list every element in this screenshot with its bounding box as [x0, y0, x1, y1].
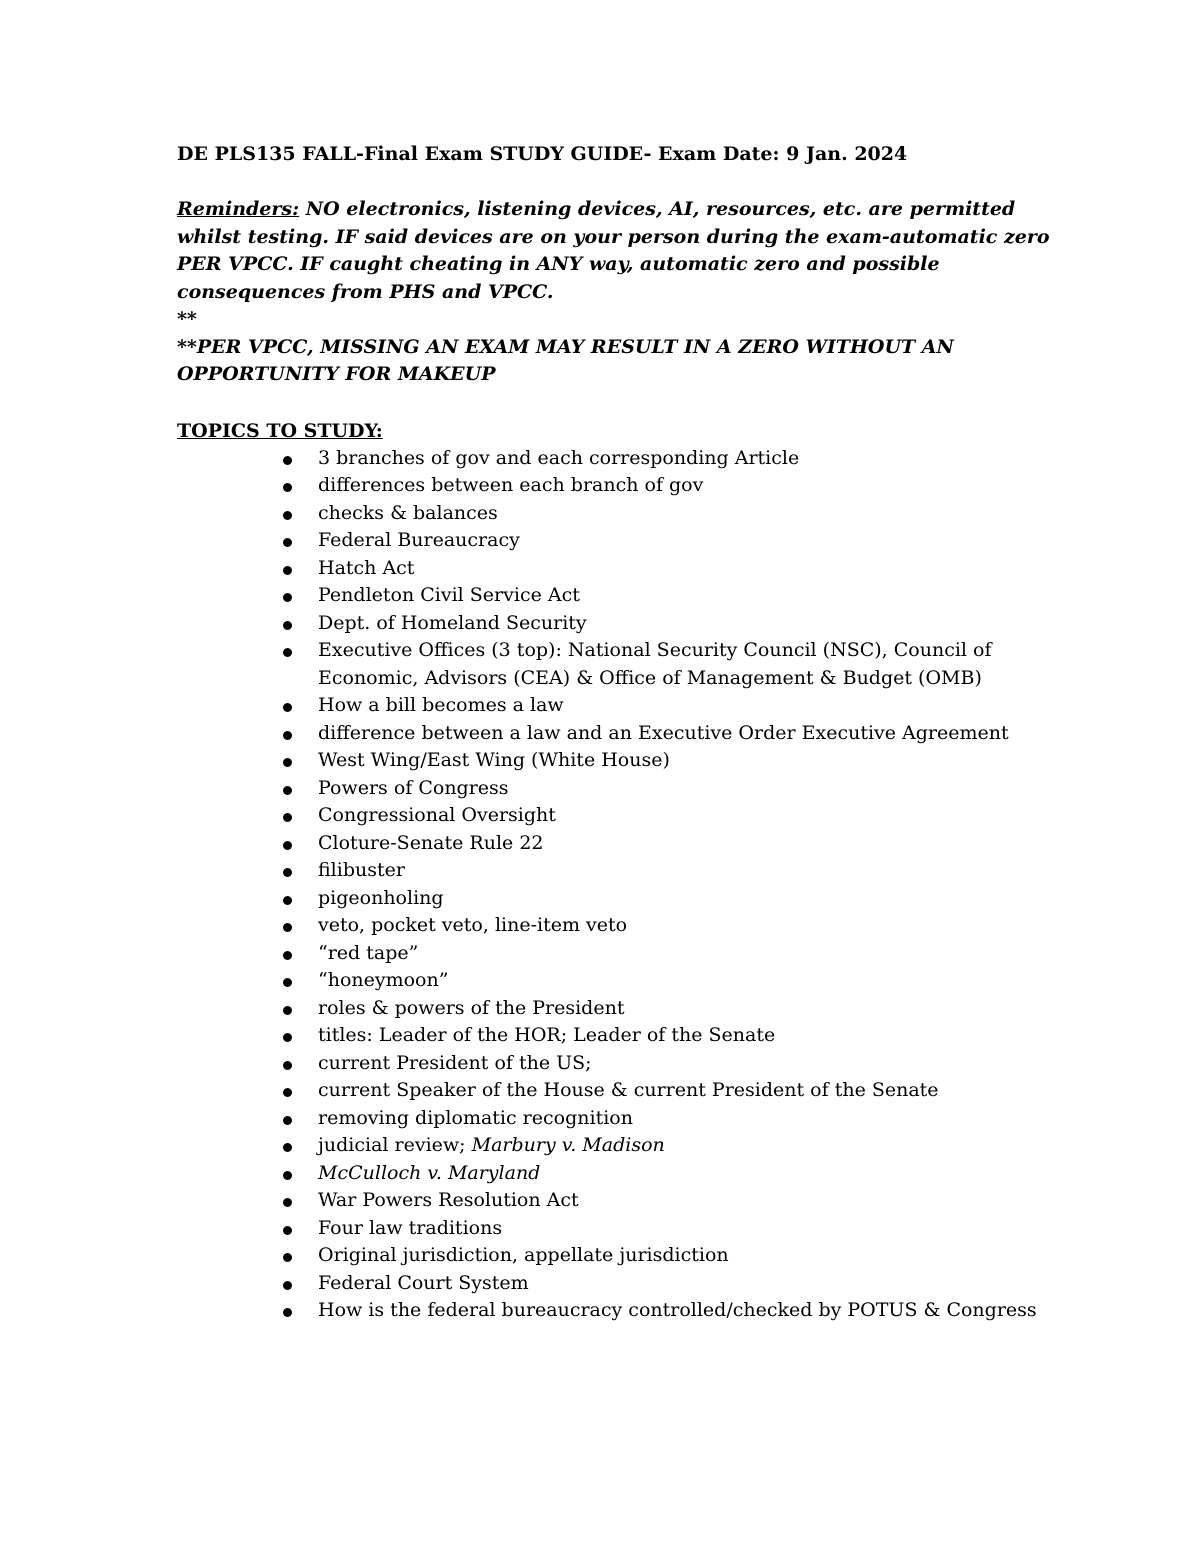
- bullet-icon: [283, 1171, 292, 1180]
- topic-item: removing diplomatic recognition: [318, 1105, 1057, 1133]
- topic-item: McCulloch v. Maryland: [318, 1160, 1057, 1188]
- bullet-icon: [283, 1308, 292, 1317]
- bullet-icon: [283, 621, 292, 630]
- topic-item: 3 branches of gov and each corresponding Article: [318, 445, 1057, 473]
- bullet-icon: [283, 978, 292, 987]
- topic-item: Federal Court System: [318, 1270, 1057, 1298]
- bullet-icon: [283, 841, 292, 850]
- topic-item: current President of the US;: [318, 1050, 1057, 1078]
- bullet-icon: [283, 566, 292, 575]
- bullet-icon: [283, 1226, 292, 1235]
- bullet-icon: [283, 868, 292, 877]
- topic-item: Original jurisdiction, appellate jurisdiction: [318, 1242, 1057, 1270]
- bullet-icon: [283, 1061, 292, 1070]
- topic-item: current Speaker of the House & current President of the Senate: [318, 1077, 1057, 1105]
- bullet-icon: [283, 1116, 292, 1125]
- bullet-icon: [283, 511, 292, 520]
- topic-item: Powers of Congress: [318, 775, 1057, 803]
- topic-item: Executive Offices (3 top): National Security Council (NSC), Council of Economic, Advisors (CEA) & Office of Management & Budget (OMB): [318, 637, 1057, 692]
- topics-list: [177, 445, 1057, 1325]
- reminders-label: Reminders:: [177, 198, 300, 220]
- topics-heading: TOPICS TO STUDY:: [177, 419, 383, 442]
- bullet-icon: [283, 1143, 292, 1152]
- bullet-icon: [283, 1033, 292, 1042]
- bullet-icon: [283, 1253, 292, 1262]
- bullet-icon: [283, 1088, 292, 1097]
- topic-item: checks & balances: [318, 500, 1057, 528]
- bullet-icon: [283, 951, 292, 960]
- topic-item: Hatch Act: [318, 555, 1057, 583]
- bullet-icon: [283, 593, 292, 602]
- topic-item: pigeonholing: [318, 885, 1057, 913]
- bullet-icon: [283, 731, 292, 740]
- topic-item: Dept. of Homeland Security: [318, 610, 1057, 638]
- topic-item: Pendleton Civil Service Act: [318, 582, 1057, 610]
- bullet-icon: [283, 703, 292, 712]
- missing-exam-notice: **PER VPCC, MISSING AN EXAM MAY RESULT IN A ZERO WITHOUT AN OPPORTUNITY FOR MAKEUP: [177, 335, 954, 385]
- topic-item: West Wing/East Wing (White House): [318, 747, 1057, 775]
- topic-item: How a bill becomes a law: [318, 692, 1057, 720]
- reminders-paragraph: [177, 196, 1057, 306]
- bullet-icon: [283, 786, 292, 795]
- topic-item: veto, pocket veto, line-item veto: [318, 912, 1057, 940]
- topic-item: titles: Leader of the HOR; Leader of the Senate: [318, 1022, 1057, 1050]
- bullet-icon: [283, 896, 292, 905]
- document-title: DE PLS135 FALL-Final Exam STUDY GUIDE- Exam Date: 9 Jan. 2024: [177, 143, 908, 165]
- topic-item: roles & powers of the President: [318, 995, 1057, 1023]
- bullet-icon: [283, 813, 292, 822]
- topic-item: “honeymoon”: [318, 967, 1057, 995]
- topic-item: filibuster: [318, 857, 1057, 885]
- reminders-text: NO electronics, listening devices, AI, resources, etc. are permitted whilst testing. IF said devices are on your person during the exam-automatic zero PER VPCC. IF caught cheating in ANY way, automatic zero and possible consequences from PHS and VPCC.: [177, 198, 1050, 303]
- bullet-icon: [283, 1006, 292, 1015]
- bullet-icon: [283, 483, 292, 492]
- topic-item: differences between each branch of gov: [318, 472, 1057, 500]
- case-name: Marbury v. Madison: [471, 1134, 665, 1156]
- topic-item: Cloture-Senate Rule 22: [318, 830, 1057, 858]
- bullet-icon: [283, 923, 292, 932]
- bullet-icon: [283, 538, 292, 547]
- topic-item: Federal Bureaucracy: [318, 527, 1057, 555]
- topic-item: Congressional Oversight: [318, 802, 1057, 830]
- topic-item: difference between a law and an Executive Order Executive Agreement: [318, 720, 1057, 748]
- document-page: [177, 140, 1057, 1325]
- bullet-icon: [283, 758, 292, 767]
- bullet-icon: [283, 456, 292, 465]
- topic-item: War Powers Resolution Act: [318, 1187, 1057, 1215]
- stars-line: **: [177, 308, 197, 330]
- topic-item: How is the federal bureaucracy controlled/checked by POTUS & Congress: [318, 1297, 1057, 1325]
- bullet-icon: [283, 1281, 292, 1290]
- topic-item: judicial review; Marbury v. Madison: [318, 1132, 1057, 1160]
- bullet-icon: [283, 1198, 292, 1207]
- topic-item: Four law traditions: [318, 1215, 1057, 1243]
- bullet-icon: [283, 648, 292, 657]
- topic-item: “red tape”: [318, 940, 1057, 968]
